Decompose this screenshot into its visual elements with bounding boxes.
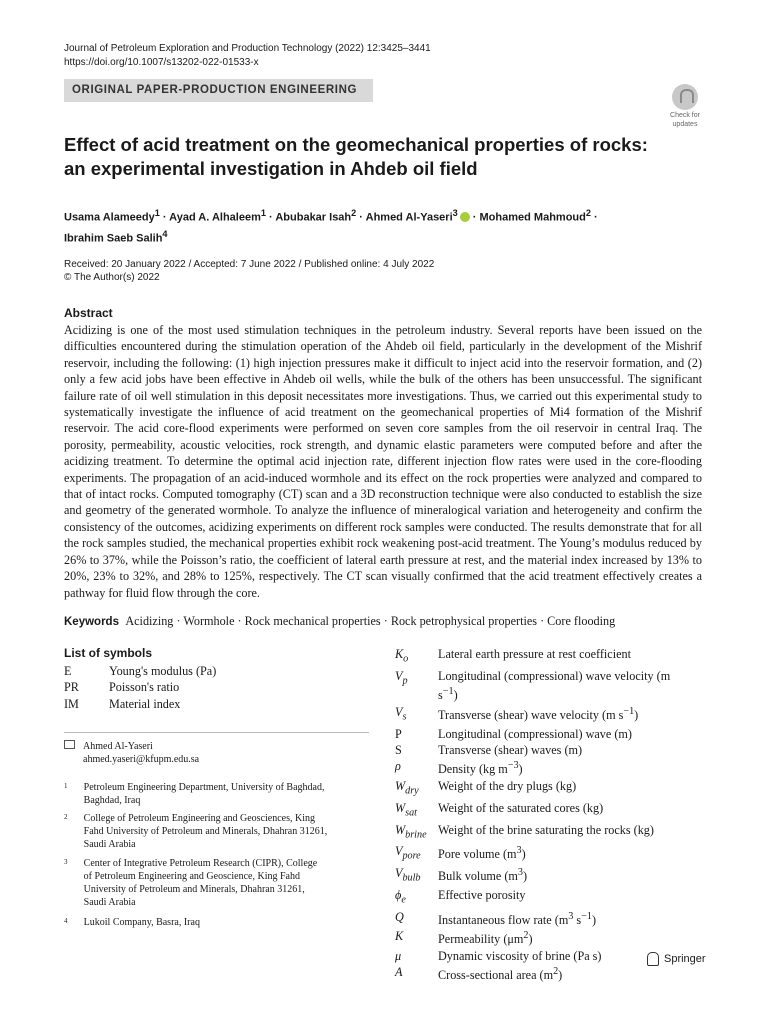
symbol-row: $V_{pore}$ Pore volume $(m^3)$ (395, 844, 526, 862)
symbol-row: K Permeability $(\mu m^2)$ (395, 929, 533, 947)
symbol-row: S Transverse (shear) waves (m) (395, 742, 583, 757)
author-name[interactable]: Mohamed Mahmoud (479, 211, 586, 224)
symbols-left (64, 663, 216, 712)
author-name[interactable]: Abubakar Isah (275, 211, 352, 224)
symbol-row: PR Poisson's ratio (64, 680, 180, 695)
contact-name: Ahmed Al-Yaseri (83, 741, 153, 752)
symbol-row: Q Instantaneous flow rate ($m^3$ $s^{-1}$) (395, 909, 597, 927)
symbol-row: P Longitudinal (compressional) wave (m) (395, 726, 632, 741)
copyright-line: © The Author(s) 2022 (64, 272, 160, 283)
envelope-icon (64, 740, 75, 749)
publication-dates (64, 258, 434, 284)
symbol-row: $W_{sat}$ Weight of the saturated cores (kg) (395, 800, 604, 819)
symbol-row: IM Material index (64, 696, 181, 711)
bookmark-icon (672, 84, 698, 110)
article-category-banner: ORIGINAL PAPER-PRODUCTION ENGINEERING (64, 79, 373, 102)
affiliation: 4 Lukoil Company, Basra, Iraq (64, 917, 200, 928)
author-list (64, 205, 684, 246)
springer-horse-icon (647, 952, 659, 966)
author-name[interactable]: Ibrahim Saeb Salih (64, 232, 163, 245)
corresponding-author (64, 740, 364, 766)
affiliation: 1 Petroleum Engineering Department, University of Baghdad, Baghdad, Iraq (64, 782, 325, 806)
doi-link[interactable]: https://doi.org/10.1007/s13202-022-01533-x (64, 57, 259, 68)
symbol-row: $K_o$ Lateral earth pressure at rest coefficient (395, 647, 631, 665)
footnote-divider (64, 732, 369, 733)
symbol-row: $V_s$ Transverse (shear) wave velocity (m $s^{-1}$) (395, 704, 639, 723)
symbol-row: A Cross-sectional area $(m^2)$ (395, 965, 563, 983)
check-for-updates-badge[interactable] (665, 84, 705, 126)
symbol-row: μ Dynamic viscosity of brine (Pa s) (395, 948, 602, 963)
journal-header (64, 42, 431, 70)
symbol-row: $V_{bulb}$ Bulk volume $(m^3)$ (395, 866, 528, 884)
symbols-right (395, 646, 725, 984)
contact-email[interactable]: ahmed.yaseri@kfupm.edu.sa (83, 754, 200, 765)
author-name[interactable]: Usama Alameedy (64, 211, 155, 224)
orcid-icon[interactable] (460, 212, 470, 222)
badge-text-2: updates (672, 121, 698, 128)
publisher-name: Springer (664, 953, 706, 965)
list-of-symbols-heading: List of symbols (64, 646, 153, 660)
journal-citation: Journal of Petroleum Exploration and Production Technology (2022) 12:3425–3441 (64, 43, 431, 54)
abstract-heading: Abstract (64, 306, 113, 320)
title-line-1: Effect of acid treatment on the geomechanical properties of rocks: (64, 134, 648, 155)
publisher-logo (647, 952, 706, 966)
affiliation: 2 College of Petroleum Engineering and Geosciences, King Fahd University of Petroleum and Minerals, Dhahran 31261, Saudi Arabia (64, 813, 328, 850)
keywords-label: Keywords (64, 616, 119, 628)
symbol-row: $\phi_e$ Effective porosity (395, 888, 526, 906)
abstract-text: Acidizing is one of the most used stimulation techniques in the petroleum industry. Several reports have been issued on the difficulties encountered during the stimulation operation of the Ahdeb oil field, particularly in the development of the Mishrif reservoir, including the following: (1) high injection pressures make it difficult to inject acid into the reservoir formation, and (2) only a few acid jobs have been effective in Ahdeb oil wells, while the bulk of the others has been unsuccessful. The significant failure rate of oil well stimulation in this deposit necessitates more investigations. Thus, we carried out this experimental study to systematically investigate the influence of acid treatment on the geomechanical properties of Mi4 formation of the Mishrif reservoir. The acid core-flood experiments were performed on seven core samples from the oil reservoir in central Iraq. The porosity, permeability, acoustic velocities, rock strength, and dynamic elastic parameters were computed before and after the acidizing treatment. To determine the optimal acid injection rate, different injection flow rates were used in the core-flooding experiments. The propagation of an acid-induced wormhole and its effect on the rock properties were analyzed and compared to that of intact rocks. Computed tomography (CT) scan and a 3D reconstruction technique were also conducted to establish the size and geometry of the generated wormhole. To analyze the influence of mineralogical variation and heterogeneity and confirm the consistency of the outcomes, acidizing experiments on different rock samples were conducted. The results demonstrate that for all the rock samples studied, the mechanical properties exhibit rock weakening post-acid treatment. The Young’s modulus reduced by 26% to 37%, while the Poisson’s ratio, the coefficient of lateral earth pressure at rest, and the material index increased by 13% to 20%, 23% to 32%, and 28% to 125%, respectively. The CT scan visually confirmed that the acid treatment effectively creates a pathway for fluid flow through the core. (64, 323, 702, 600)
symbol-row: $W_{brine}$ Weight of the brine saturating the rocks (kg) (395, 822, 654, 840)
keywords (64, 614, 714, 629)
symbol-row: $W_{dry}$ Weight of the dry plugs (kg) (395, 778, 577, 797)
keywords-text: Acidizing · Wormhole · Rock mechanical properties · Rock petrophysical properties · Core flooding (125, 614, 616, 628)
author-line-2: Ibrahim Saeb Salih$^4$ (64, 228, 168, 245)
symbol-row: ρ Density (kg $m^{-3}$) (395, 759, 523, 777)
badge-text-1: Check for (670, 112, 700, 119)
affiliation: 3 Center of Integrative Petroleum Research (CIPR), College of Petroleum Engineering and Geoscience, King Fahd University of Petroleum and Minerals, Dhahran 31261, Saudi Arabia (64, 858, 318, 908)
symbol-row: $V_p$ Longitudinal (compressional) wave velocity (m $s^{-1}$) (395, 668, 671, 703)
paper-title (64, 133, 684, 181)
author-name[interactable]: Ahmed Al-Yaseri (365, 211, 453, 224)
author-line-1: Usama Alameedy$^1$ · Ayad A. Alhaleem$^1$ · Abubakar Isah$^2$ · Ahmed Al-Yaseri$^3$ · Mohamed Mahmoud$^2$ · (64, 208, 598, 224)
symbol-row: E Young's modulus (Pa) (64, 664, 217, 678)
dates-line: Received: 20 January 2022 / Accepted: 7 June 2022 / Published online: 4 July 2022 (64, 259, 435, 270)
author-name[interactable]: Ayad A. Alhaleem (169, 211, 261, 224)
title-line-2: an experimental investigation in Ahdeb oil field (64, 158, 478, 179)
